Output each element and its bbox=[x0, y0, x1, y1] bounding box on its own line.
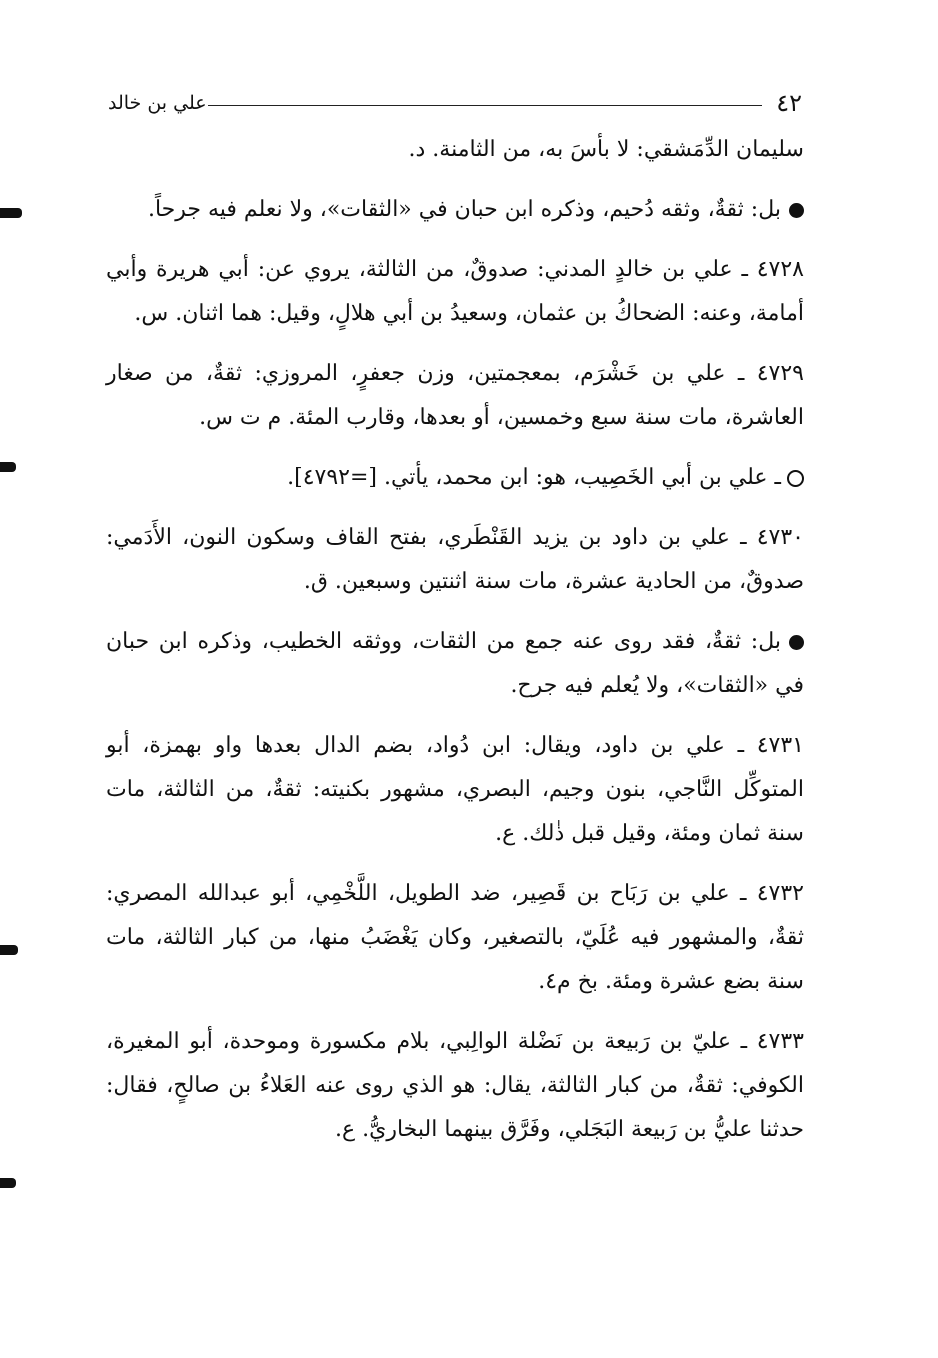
paragraph-text: ٤٧٢٩ ـ علي بن خَشْرَم، بمعجمتين، وزن جعفرٍ، المروزي: ثقةٌ، من صغار العاشرة، مات سنة سبع وخمسين، أو بعدها، وقارب المئة. م ت س. bbox=[106, 361, 804, 430]
paragraph-text: ـ علي بن أبي الخَصِيب، هو: ابن محمد، يأتي. [=٤٧٩٢]. bbox=[287, 465, 781, 490]
page-header bbox=[108, 88, 802, 118]
page-edge-mark bbox=[0, 462, 16, 472]
page-edge-mark bbox=[0, 208, 22, 218]
paragraph-text: سليمان الدِّمَشقي: لا بأسَ به، من الثامنة. د. bbox=[408, 137, 804, 162]
open-circle-icon bbox=[787, 470, 804, 487]
paragraph bbox=[106, 128, 804, 172]
paragraph-text: بل: ثقةٌ، فقد روى عنه جمع من الثقات، ووثقه الخطيب، وذكره ابن حبان في «الثقات»، ولا يُعلم فيه جرح. bbox=[106, 629, 804, 698]
page-number: ٤٢ bbox=[776, 89, 802, 117]
running-title: علي بن خالد bbox=[108, 92, 207, 114]
entry-paragraph bbox=[106, 1020, 804, 1152]
paragraph-text: ٤٧٣١ ـ علي بن داود، ويقال: ابن دُواد، بضم الدال بعدها واو بهمزة، أبو المتوكِّل النَّاجي، بنون وجيم، البصري، مشهور بكنيته: ثقةٌ، من الثالثة، مات سنة ثمان ومئة، وقيل قبل ذٰلك. ع. bbox=[106, 733, 804, 846]
paragraph bbox=[106, 188, 804, 232]
paragraph bbox=[106, 620, 804, 708]
paragraph-text: ٤٧٣٠ ـ علي بن داود بن يزيد القَنْطَري، بفتح القاف وسكون النون، الأَدَمي: صدوقٌ، من الحادية عشرة، مات سنة اثنتين وسبعين. ق. bbox=[106, 525, 804, 594]
body-text bbox=[106, 128, 804, 1168]
page-edge-mark bbox=[0, 945, 18, 955]
paragraph-text: بل: ثقةٌ، وثقه دُحيم، وذكره ابن حبان في «الثقات»، ولا نعلم فيه جرحاً. bbox=[147, 197, 781, 222]
entry-paragraph bbox=[106, 352, 804, 440]
filled-circle-icon bbox=[789, 635, 804, 650]
page-edge-mark bbox=[0, 1178, 16, 1188]
filled-circle-icon bbox=[789, 203, 804, 218]
paragraph-text: ٤٧٣٣ ـ عليّ بن رَبيعة بن نَضْلة الوالِبي، بلام مكسورة وموحدة، أبو المغيرة، الكوفي: ثقةٌ، من كبار الثالثة، يقال: هو الذي روى عنه العَلاءُ بن صالحٍ، فقال: حدثنا عليُّ بن رَبيعة البَجَلي، وفَرَّق بينهما البخاريُّ. ع. bbox=[106, 1029, 804, 1142]
header-rule bbox=[208, 105, 762, 106]
entry-paragraph bbox=[106, 516, 804, 604]
entry-paragraph bbox=[106, 872, 804, 1004]
entry-paragraph bbox=[106, 724, 804, 856]
paragraph-text: ٤٧٢٨ ـ علي بن خالدٍ المدني: صدوقٌ، من الثالثة، يروي عن: أبي هريرة وأبي أمامة، وعنه: الضحاكُ بن عثمان، وسعيدُ بن أبي هلالٍ، وقيل: هما اثنان. س. bbox=[106, 257, 804, 326]
paragraph-text: ٤٧٣٢ ـ علي بن رَبَاح بن قَصِير، ضد الطويل، اللَّخْمِي، أبو عبدالله المصري: ثقةٌ، والمشهور فيه عُلَيّ، بالتصغير، وكان يَغْضَبُ منها، من كبار الثالثة، مات سنة بضع عشرة ومئة. بخ م٤. bbox=[106, 881, 804, 994]
cross-reference-paragraph bbox=[106, 456, 804, 500]
entry-paragraph bbox=[106, 248, 804, 336]
